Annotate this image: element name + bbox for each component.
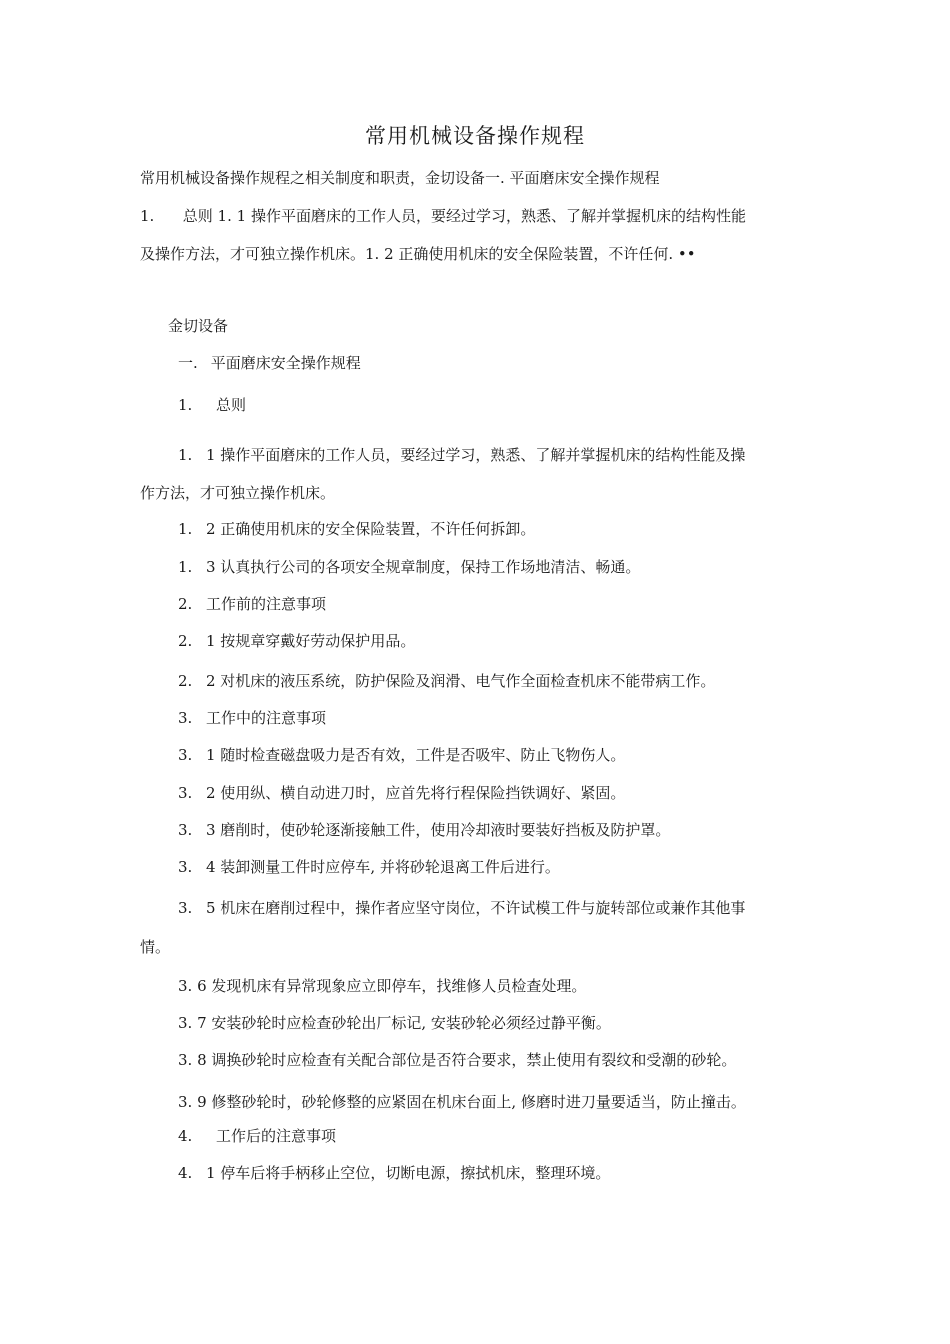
- item-text: 工作中的注意事项: [206, 709, 327, 727]
- intro-number: 1.: [140, 207, 155, 225]
- item-number: 2.: [178, 632, 193, 650]
- list-item: 3. 9 修整砂轮时，砂轮修整的应紧固在机床台面上, 修磨时进刀量要适当，防止撞击。: [178, 1093, 746, 1111]
- list-item: 3. 8 调换砂轮时应检查有关配合部位是否符合要求，禁止使用有裂纹和受潮的砂轮。: [178, 1051, 737, 1069]
- subsection-number: 一.: [178, 354, 198, 372]
- item-text: 3 认真执行公司的各项安全规章制度，保持工作场地清洁、畅通。: [206, 558, 641, 576]
- list-item: 3. 7 安装砂轮时应检查砂轮出厂标记, 安装砂轮必须经过静平衡。: [178, 1014, 611, 1032]
- intro-line-2-text: 总则 1. 1 操作平面磨床的工作人员，要经过学习，熟悉、了解并掌握机床的结构性能: [182, 207, 746, 225]
- list-item: [178, 898, 745, 918]
- item-text: 工作后的注意事项: [216, 1127, 337, 1145]
- subsection-heading: [178, 353, 361, 373]
- list-item: [178, 783, 625, 803]
- item-number: 4.: [178, 1127, 193, 1145]
- list-item: [178, 1163, 610, 1183]
- list-item: [178, 519, 535, 539]
- list-item: [178, 445, 745, 465]
- list-item: [178, 708, 326, 728]
- list-item: [178, 594, 326, 614]
- item-text: 1 按规章穿戴好劳动保护用品。: [206, 632, 416, 650]
- item-text: 2 对机床的液压系统，防护保险及润滑、电气作全面检查机床不能带病工作。: [206, 672, 716, 690]
- item-number: 3.: [178, 784, 193, 802]
- document-title: 常用机械设备操作规程: [365, 124, 585, 148]
- list-item: [178, 1126, 336, 1146]
- item-number: 4.: [178, 1164, 193, 1182]
- item-text: 5 机床在磨削过程中，操作者应坚守岗位，不许试模工件与旋转部位或兼作其他事: [206, 899, 746, 917]
- intro-line-2: [140, 206, 746, 226]
- item-number: 3.: [178, 899, 193, 917]
- item-number: 2.: [178, 595, 193, 613]
- item-text: 1 操作平面磨床的工作人员，要经过学习，熟悉、了解并掌握机床的结构性能及操: [206, 446, 746, 464]
- list-item: [178, 820, 670, 840]
- item-number: 1.: [178, 446, 193, 464]
- item-text: 工作前的注意事项: [206, 595, 327, 613]
- item-text: 总则: [216, 396, 247, 414]
- list-item: [178, 395, 246, 415]
- item-text: 1 随时检查磁盘吸力是否有效，工件是否吸牢、防止飞物伤人。: [206, 746, 626, 764]
- list-item: [178, 857, 560, 877]
- item-text: 3 磨削时，使砂轮逐渐接触工件，使用冷却液时要装好挡板及防护罩。: [206, 821, 671, 839]
- section-heading: 金切设备: [168, 317, 229, 335]
- item-number: 3.: [178, 709, 193, 727]
- item-number: 2.: [178, 672, 193, 690]
- item-number: 1.: [178, 396, 193, 414]
- subsection-title: 平面磨床安全操作规程: [210, 354, 361, 372]
- item-text: 1 停车后将手柄移止空位，切断电源，擦拭机床，整理环境。: [206, 1164, 611, 1182]
- list-item: [178, 631, 415, 651]
- item-number: 3.: [178, 821, 193, 839]
- item-number: 3.: [178, 858, 193, 876]
- item-text: 2 正确使用机床的安全保险装置，不许任何拆卸。: [206, 520, 536, 538]
- item-number: 1.: [178, 520, 193, 538]
- list-item: 3. 6 发现机床有异常现象应立即停车，找维修人员检查处理。: [178, 977, 587, 995]
- list-item: [178, 557, 640, 577]
- list-item: [178, 745, 625, 765]
- item-text: 4 装卸测量工件时应停车, 并将砂轮退离工件后进行。: [206, 858, 560, 876]
- list-item: [178, 671, 715, 691]
- item-number: 1.: [178, 558, 193, 576]
- intro-line-3: 及操作方法，才可独立操作机床。1. 2 正确使用机床的安全保险装置，不许任何. ••: [140, 245, 696, 263]
- item-text: 2 使用纵、横自动进刀时，应首先将行程保险挡铁调好、紧固。: [206, 784, 626, 802]
- list-item-continuation: 情。: [140, 938, 171, 956]
- list-item-continuation: 作方法，才可独立操作机床。: [140, 484, 336, 502]
- intro-line-1: 常用机械设备操作规程之相关制度和职责，金切设备一. 平面磨床安全操作规程: [140, 169, 660, 187]
- item-number: 3.: [178, 746, 193, 764]
